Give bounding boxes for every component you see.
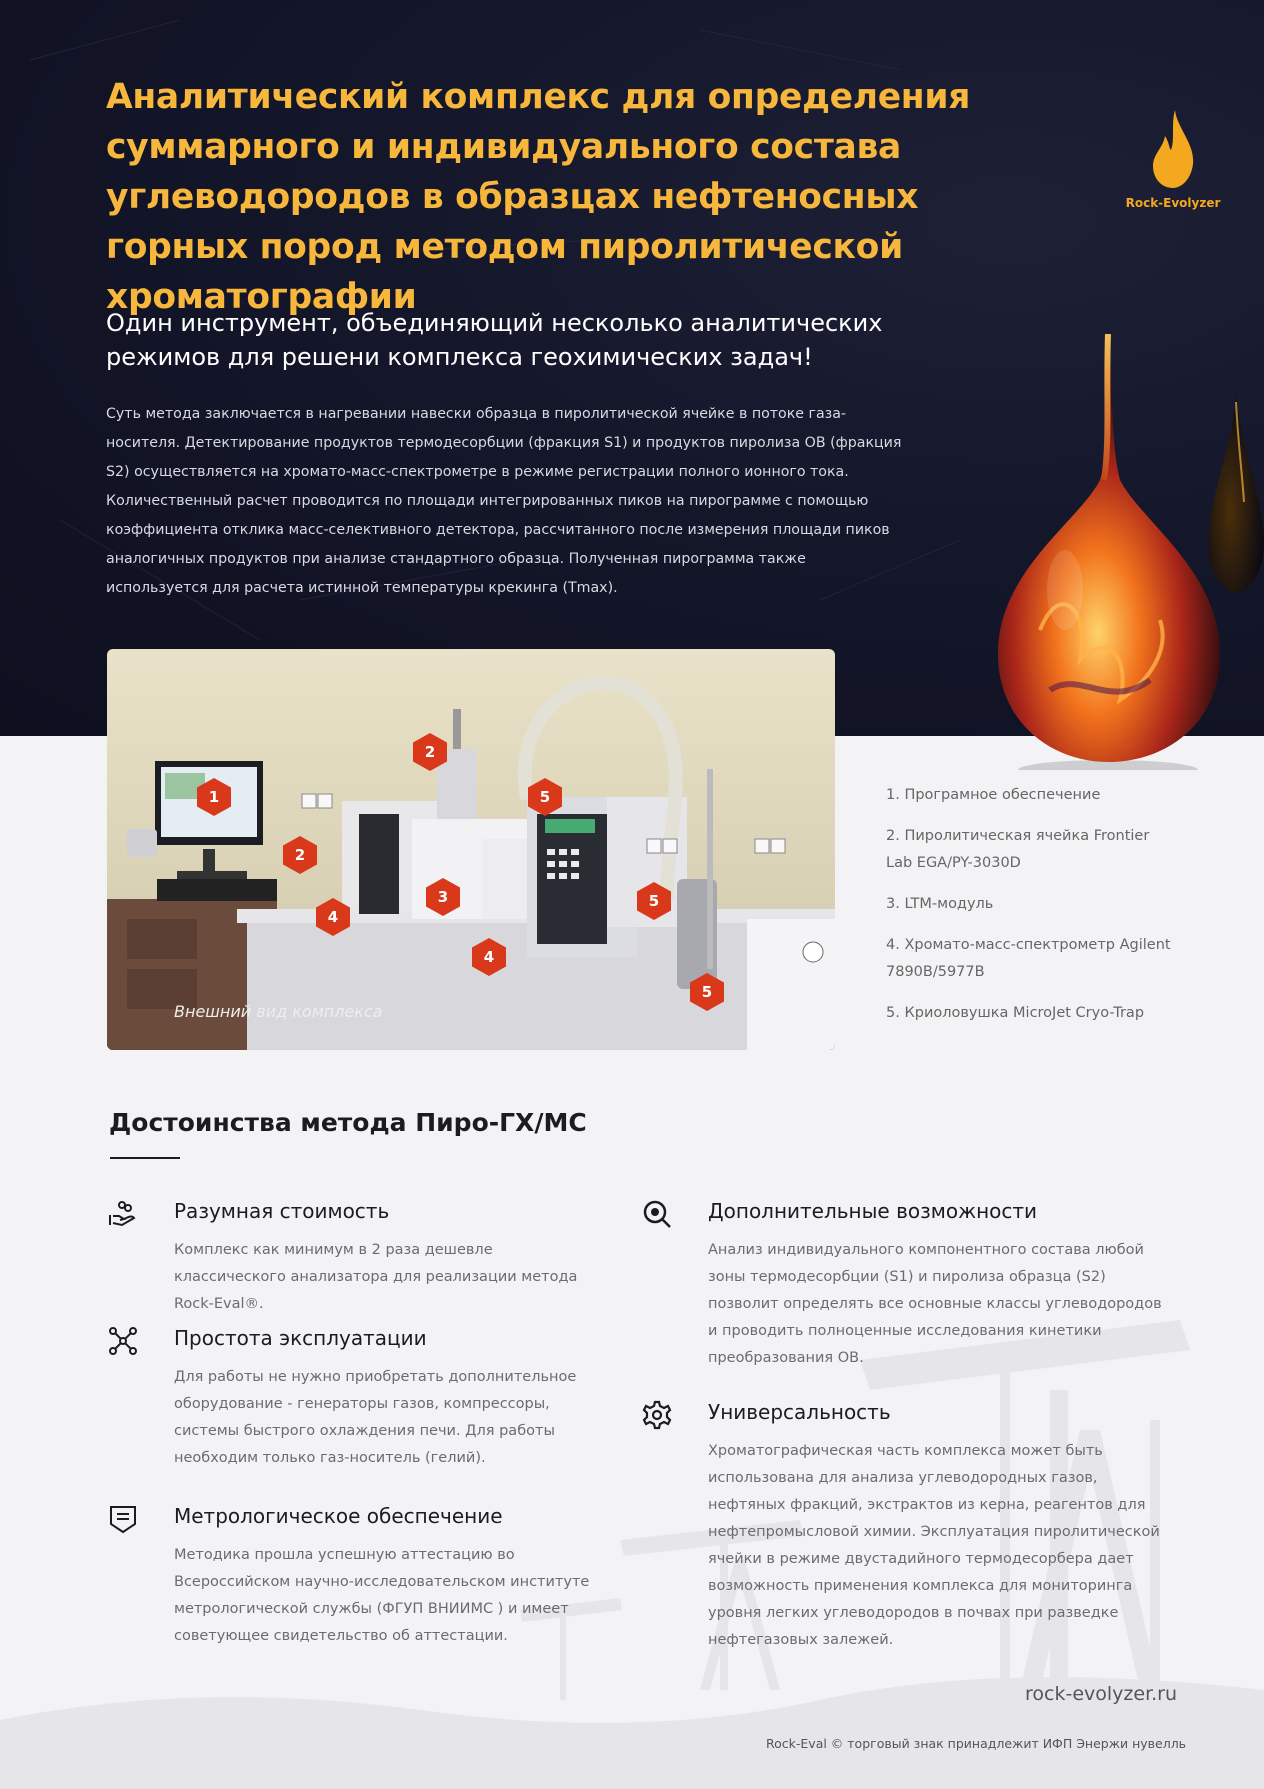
photo-marker: [528, 778, 562, 816]
advantage-title: Простота эксплуатации: [174, 1326, 427, 1350]
advantage-title: Дополнительные возможности: [708, 1199, 1038, 1223]
photo-marker: [472, 938, 506, 976]
photo-marker-number: 4: [327, 908, 339, 926]
network-icon: [108, 1326, 138, 1356]
page-title: Аналитический комплекс для определения суммарного и индивидуального состава углеводородов в образцах нефтеносных горных пород методом пиролитической хроматографии: [106, 77, 971, 317]
photo-marker: [413, 733, 447, 771]
photo-marker-number: 3: [437, 888, 449, 906]
intro-paragraph: Суть метода заключается в нагревании навески образца в пиролитической ячейке в потоке газа-носителя. Детектирование продуктов термодесорбции (фракция S1) и продуктов пиролиза ОВ (фракция S2) осуществляется на хромато-масс-спектрометре в режиме регистрации полного ионного тока. Количественный расчет проводится по площади интегрированных пиков на пирограмме с помощью коэффициента отклика масс-селективного детектора, рассчитанного после измерения площади пиков аналогичных продуктов при анализе стандартного образца. Полученная пирограмма также используется для расчета истинной температуры крекинга (Tmax).: [106, 406, 902, 596]
photo-marker: [197, 778, 231, 816]
photo-caption: Внешний вид комплекса: [174, 1002, 383, 1021]
trademark-note: Rock-Eval © торговый знак принадлежит ИФП Энержи нувелль: [766, 1736, 1187, 1751]
fire-oil-drop: [980, 330, 1240, 770]
equipment-photo: [107, 649, 835, 1050]
photo-marker: [316, 898, 350, 936]
photo-marker-number: 5: [648, 892, 660, 910]
search-zoom-icon: [642, 1199, 672, 1229]
gear-icon: [642, 1400, 672, 1430]
photo-marker-number: 4: [483, 948, 495, 966]
logo: [1118, 110, 1228, 210]
photo-marker: [690, 973, 724, 1011]
legend-item: 3. LTM-модуль: [886, 896, 994, 912]
photo-marker: [426, 878, 460, 916]
website-url[interactable]: rock-evolyzer.ru: [1025, 1683, 1178, 1705]
photo-marker-number: 2: [424, 743, 436, 761]
title-underline: [110, 1157, 180, 1159]
photo-marker-number: 1: [208, 788, 220, 806]
photo-marker-number: 5: [701, 983, 713, 1001]
photo-marker-number: 2: [294, 846, 306, 864]
page-subtitle: Один инструмент, объединяющий несколько аналитических режимов для решени комплекса геохимических задач!: [106, 309, 883, 371]
lab-equipment-illustration: [107, 649, 835, 1050]
legend-item: 4. Хромато-масс-спектрометр Agilent 7890B/5977B: [886, 937, 1171, 980]
hand-coins-icon: [108, 1199, 138, 1229]
advantage-title: Универсальность: [708, 1400, 891, 1424]
logo-text: Rock-Evolyzer: [1125, 196, 1221, 210]
legend-item: 5. Криоловушка MicroJet Cryo-Trap: [886, 1005, 1145, 1021]
advantage-title: Разумная стоимость: [174, 1199, 390, 1223]
legend-item: 1. Програмное обеспечение: [886, 787, 1101, 803]
advantage-text: Методика прошла успешную аттестацию во Всероссийском научно-исследовательском институте метрологической службы (ФГУП ВНИИМС ) и имеет советующее свидетельство об аттестации.: [174, 1547, 590, 1644]
certificate-icon: [108, 1504, 138, 1534]
legend-item: 2. Пиролитическая ячейка Frontier Lab EGA/PY-3030D: [886, 828, 1150, 871]
advantage-text: Комплекс как минимум в 2 раза дешевле классического анализатора для реализации метода Rock-Eval®.: [174, 1242, 578, 1312]
advantage-text: Хроматографическая часть комплекса может быть использована для анализа углеводородных газов, нефтяных фракций, экстрактов из керна, реагентов для нефтепромысловой химии. Эксплуатация пиролитической ячейки в режиме двустадийного термодесорбера дает возможность применения комплекса для мониторинга уровня легких углеводородов в почвах при разведке нефтегазовых залежей.: [708, 1443, 1160, 1648]
equipment-legend: [886, 782, 1176, 1041]
advantages-title: Достоинства метода Пиро-ГХ/МС: [109, 1108, 587, 1137]
photo-marker: [637, 882, 671, 920]
photo-marker: [283, 836, 317, 874]
flame-icon: [1151, 110, 1195, 188]
photo-marker-number: 5: [539, 788, 551, 806]
advantage-text: Анализ индивидуального компонентного состава любой зоны термодесорбции (S1) и пиролиза образца (S2) позволит определять все основные классы углеводородов и проводить полноценные исследования кинетики преобразования ОВ.: [708, 1242, 1162, 1366]
advantage-text: Для работы не нужно приобретать дополнительное оборудование - генераторы газов, компрессоры, системы быстрого охлаждения печи. Для работы необходим только газ-носитель (гелий).: [174, 1369, 577, 1466]
advantage-title: Метрологическое обеспечение: [174, 1504, 503, 1528]
